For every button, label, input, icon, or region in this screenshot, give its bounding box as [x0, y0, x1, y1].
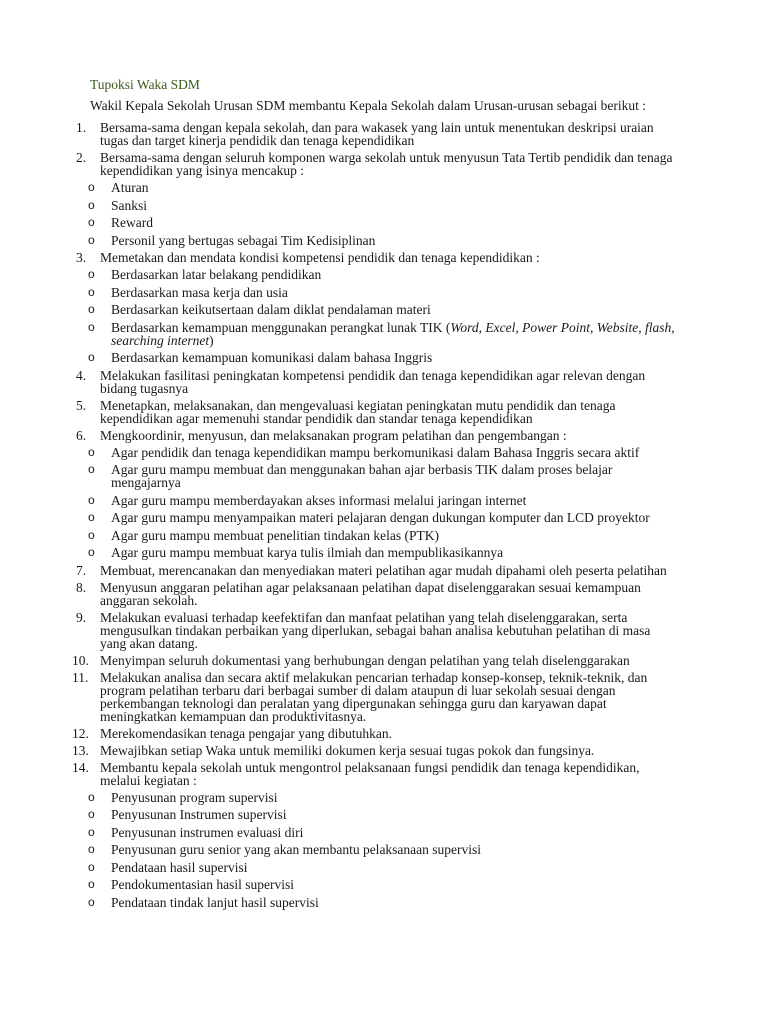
list-item-text: Membuat, merencanakan dan menyediakan materi pelatihan agar mudah dipahami oleh peserta pelatihan — [100, 562, 667, 578]
list-number: 3. — [76, 250, 87, 265]
bullet-item-text: Personil yang bertugas sebagai Tim Kedisiplinan — [111, 232, 376, 248]
list-item-text: Mengkoordinir, menyusun, dan melaksanakan program pelatihan dan pengembangan : — [100, 427, 567, 443]
list-item-text: Memetakan dan mendata kondisi kompetensi pendidik dan tenaga kependidikan : — [100, 250, 540, 265]
bullet-marker: o — [88, 859, 95, 874]
bullet-item-text: Agar pendidik dan tenaga kependidikan mampu berkomunikasi dalam Bahasa Inggris secara aktif — [111, 444, 640, 460]
bullet-item-text: Agar guru mampu menyampaikan materi pelajaran dengan dukungan komputer dan LCD proyektor — [111, 510, 650, 525]
bullet-marker: o — [88, 545, 95, 559]
list-item-text: Melakukan analisa dan secara aktif melakukan pencarian terhadap konsep-konsep, teknik-teknik, dan program pelatihan terbaru dari berbagai sumber di dalam ataupun di luar sekolah sesuai dengan perkembangan teknologi dan peralatan yang dipergunakan sehingga guru dan karyawan dapat meningkatkan kemampuan dan produktivitasnya. — [100, 669, 648, 724]
bullet-item-text: Reward — [111, 215, 153, 230]
bullet-text-part: ) — [209, 332, 214, 348]
numbered-list-item — [0, 611, 768, 650]
list-item-text: Bersama-sama dengan seluruh komponen warga sekolah untuk menyusun Tata Tertib pendidik dan tenaga kependidikan yang isinya mencakup : — [100, 150, 673, 178]
task-list — [0, 121, 768, 913]
bullet-list-item — [0, 446, 768, 459]
bullet-marker: o — [88, 842, 95, 856]
bullet-list-item — [0, 216, 768, 229]
bullet-marker: o — [88, 492, 95, 507]
list-item-text: Menyusun anggaran pelatihan agar pelaksanaan pelatihan dapat diselenggarakan sesuai kemampuan anggaran sekolah. — [100, 579, 641, 608]
intro-paragraph: Wakil Kepala Sekolah Urusan SDM membantu Kepala Sekolah dalam Urusan-urusan sebagai berikut : — [90, 98, 647, 113]
list-item-text: Melakukan evaluasi terhadap keefektifan dan manfaat pelatihan yang telah diselenggarakan, serta mengusulkan tindakan perbaikan yang diperlukan, sebagai bahan analisa kebutuhan pelatihan di masa yang akan datang. — [100, 609, 651, 651]
bullet-item-text: Pendokumentasian hasil supervisi — [111, 877, 294, 892]
list-item-text: Menyimpan seluruh dokumentasi yang berhubungan dengan pelatihan yang telah diselenggarakan — [100, 652, 630, 668]
bullet-marker: o — [88, 284, 95, 299]
bullet-list-item — [0, 286, 768, 299]
numbered-list-item — [0, 727, 768, 740]
numbered-list-item — [0, 121, 768, 147]
bullet-list-item — [0, 546, 768, 559]
bullet-list-item — [0, 808, 768, 821]
bullet-list-item — [0, 896, 768, 909]
bullet-item-text: Berdasarkan kemampuan komunikasi dalam bahasa Inggris — [111, 350, 433, 365]
bullet-list-item — [0, 199, 768, 212]
bullet-list-item — [0, 511, 768, 524]
numbered-list-item — [0, 671, 768, 723]
list-item-text: Bersama-sama dengan kepala sekolah, dan para wakasek yang lain untuk menentukan deskripsi uraian tugas dan target kinerja pendidik dan tenaga kependidikan — [100, 120, 654, 148]
bullet-item-text: Berdasarkan latar belakang pendidikan — [111, 267, 322, 282]
bullet-list-item — [0, 878, 768, 891]
bullet-item-text: Aturan — [111, 180, 149, 195]
list-number: 8. — [76, 579, 87, 595]
numbered-list-item — [0, 369, 768, 395]
bullet-list-item — [0, 791, 768, 804]
list-number: 10. — [72, 652, 89, 668]
bullet-marker: o — [88, 807, 95, 821]
list-number: 7. — [76, 562, 87, 578]
bullet-list-item — [0, 494, 768, 507]
bullet-marker: o — [88, 877, 95, 891]
bullet-list-item — [0, 181, 768, 194]
bullet-item-text: Penyusunan guru senior yang akan membantu pelaksanaan supervisi — [111, 842, 482, 857]
list-number: 4. — [76, 367, 87, 383]
bullet-marker: o — [88, 302, 95, 316]
bullet-list-item — [0, 351, 768, 364]
bullet-marker: o — [88, 215, 95, 229]
numbered-list-item — [0, 429, 768, 442]
bullet-item-text: Berdasarkan masa kerja dan usia — [111, 284, 288, 300]
bullet-marker: o — [88, 894, 95, 909]
bullet-item-text: Agar guru mampu membuat karya tulis ilmiah dan mempublikasikannya — [111, 545, 504, 560]
italic-software-list: Word, Excel, Power Point, Website, flash, searching internet — [111, 319, 675, 348]
numbered-list-item — [0, 744, 768, 757]
bullet-marker: o — [88, 319, 95, 334]
numbered-list-item — [0, 151, 768, 177]
list-number: 5. — [76, 397, 87, 413]
bullet-item-text: Agar guru mampu membuat dan menggunakan bahan ajar berbasis TIK dalam proses belajar mengajarnya — [111, 462, 613, 490]
bullet-list-item — [0, 463, 768, 489]
bullet-item-text: Pendataan hasil supervisi — [111, 859, 248, 875]
bullet-marker: o — [88, 789, 95, 804]
bullet-list-item — [0, 843, 768, 856]
list-number: 1. — [76, 120, 87, 135]
bullet-marker: o — [88, 444, 95, 459]
bullet-marker: o — [88, 350, 95, 364]
list-number: 13. — [72, 742, 89, 758]
bullet-item-text: Penyusunan program supervisi — [111, 789, 278, 805]
numbered-list-item — [0, 581, 768, 607]
bullet-item-text: Penyusunan Instrumen supervisi — [111, 807, 287, 822]
list-item-text: Mewajibkan setiap Waka untuk memiliki dokumen kerja sesuai tugas pokok dan fungsinya. — [100, 742, 595, 758]
bullet-list-item — [0, 268, 768, 281]
list-item-text: Membantu kepala sekolah untuk mengontrol pelaksanaan fungsi pendidik dan tenaga kependidikan, melalui kegiatan : — [100, 759, 640, 788]
bullet-marker: o — [88, 197, 95, 212]
bullet-item-text: Agar guru mampu membuat penelitian tindakan kelas (PTK) — [111, 527, 440, 543]
numbered-list-item — [0, 654, 768, 667]
bullet-marker: o — [88, 232, 95, 247]
bullet-item-text: Berdasarkan keikutsertaan dalam diklat pendalaman materi — [111, 302, 431, 317]
bullet-item-text: Pendataan tindak lanjut hasil supervisi — [111, 894, 319, 910]
numbered-list-item — [0, 761, 768, 787]
list-item-text: Menetapkan, melaksanakan, dan mengevaluasi kegiatan peningkatan mutu pendidik dan tenaga kependidikan agar memenuhi standar pendidik dan standar tenaga kependidikan — [100, 397, 616, 426]
bullet-list-item — [0, 826, 768, 839]
bullet-list-item — [0, 234, 768, 247]
list-item-text: Melakukan fasilitasi peningkatan kompetensi pendidik dan tenaga kependidikan agar relevan dengan bidang tugasnya — [100, 367, 646, 396]
bullet-list-item — [0, 303, 768, 316]
bullet-list-item — [0, 861, 768, 874]
bullet-list-item — [0, 321, 768, 347]
bullet-list-item — [0, 529, 768, 542]
bullet-item-text: Sanksi — [111, 197, 148, 213]
list-number: 6. — [76, 427, 87, 443]
list-number: 2. — [76, 150, 87, 165]
numbered-list-item — [0, 251, 768, 264]
numbered-list-item — [0, 399, 768, 425]
list-number: 11. — [72, 669, 89, 685]
bullet-marker: o — [88, 510, 95, 524]
bullet-marker: o — [88, 267, 95, 281]
bullet-item-text — [111, 321, 676, 347]
list-number: 12. — [72, 725, 89, 741]
document-title: Tupoksi Waka SDM — [90, 77, 200, 92]
bullet-text-part: Berdasarkan kemampuan menggunakan perangkat lunak TIK ( — [111, 319, 451, 335]
bullet-marker: o — [88, 824, 95, 839]
list-item-text: Merekomendasikan tenaga pengajar yang dibutuhkan. — [100, 725, 393, 741]
numbered-list-item — [0, 564, 768, 577]
bullet-marker: o — [88, 527, 95, 542]
bullet-item-text: Agar guru mampu memberdayakan akses informasi melalui jaringan internet — [111, 492, 527, 508]
list-number: 9. — [76, 609, 87, 625]
list-number: 14. — [72, 759, 89, 775]
bullet-item-text: Penyusunan instrumen evaluasi diri — [111, 824, 304, 840]
bullet-marker: o — [88, 462, 95, 476]
bullet-marker: o — [88, 180, 95, 194]
